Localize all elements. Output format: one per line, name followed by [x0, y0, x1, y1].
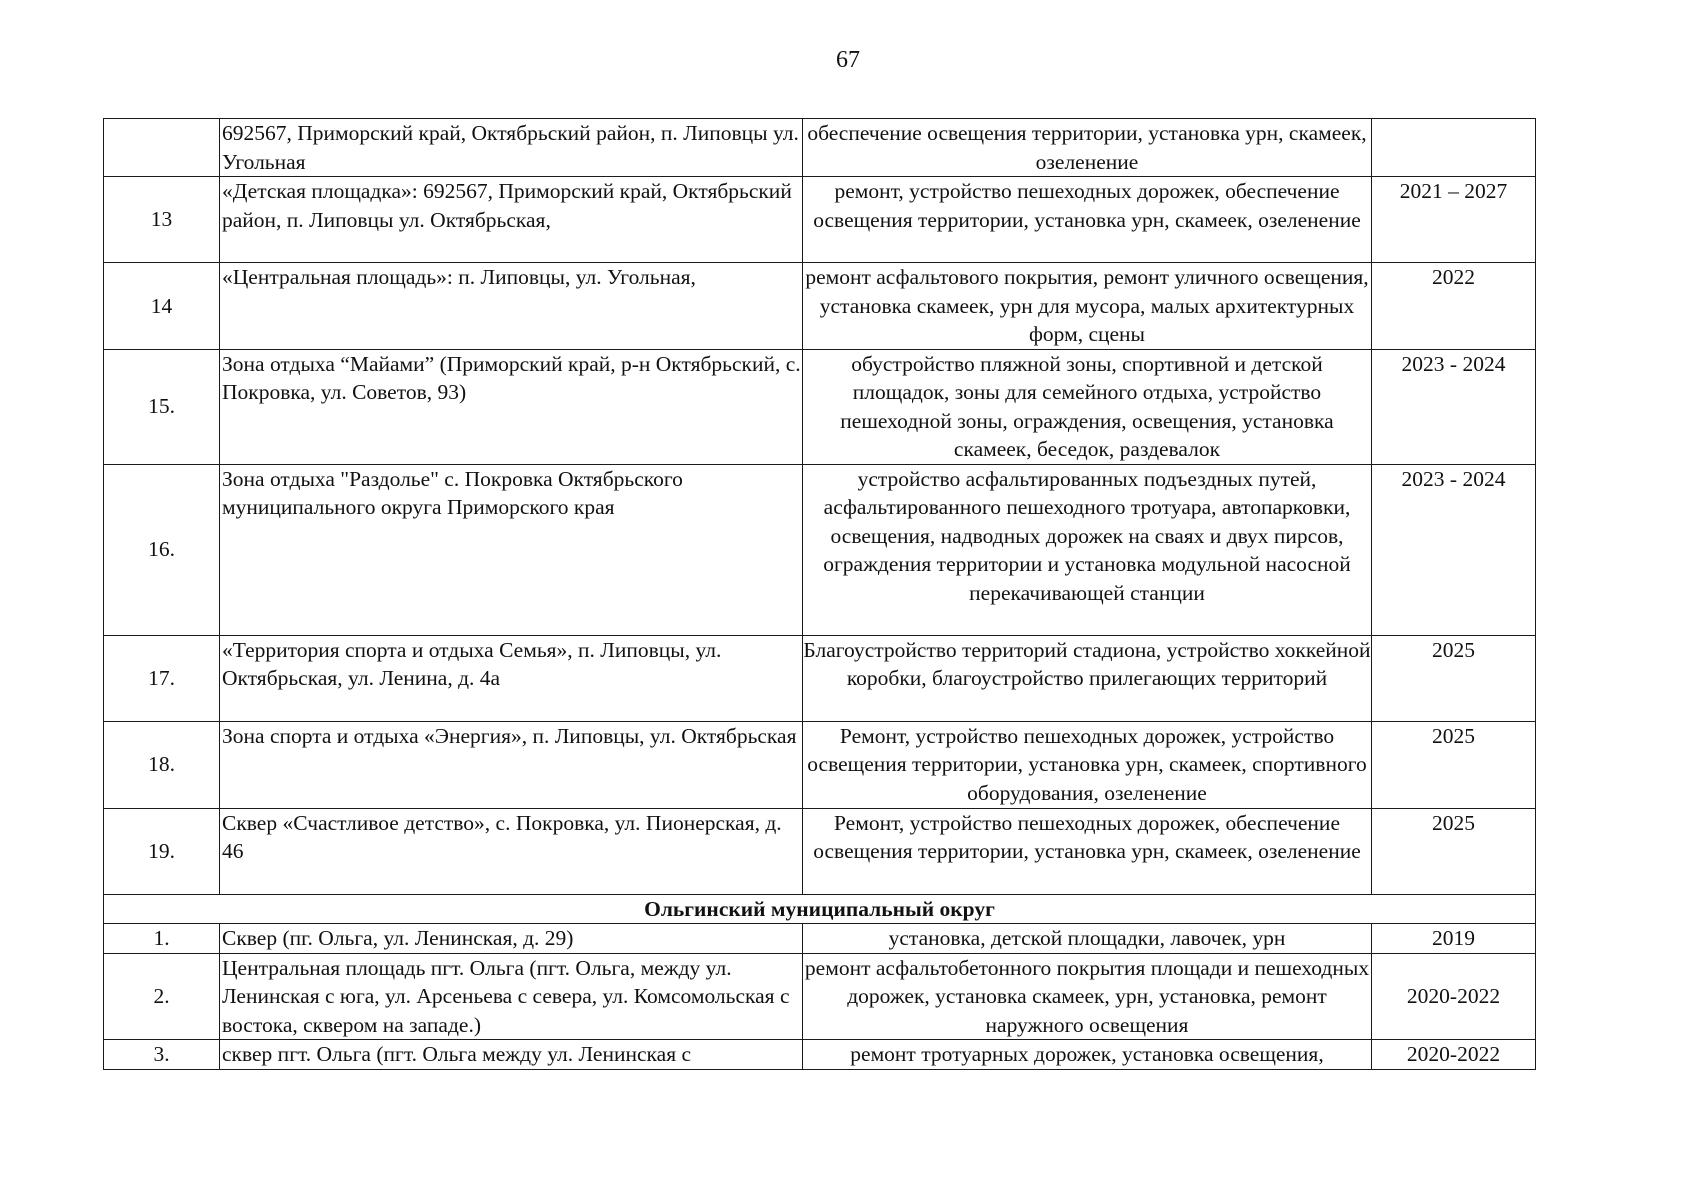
row-address: «Детская площадка»: 692567, Приморский край, Октябрьский район, п. Липовцы ул. Октябрьская,	[220, 177, 803, 263]
row-number: 16.	[104, 464, 220, 635]
row-works: обустройство пляжной зоны, спортивной и детской площадок, зоны для семейного отдыха, устройство пешеходной зоны, ограждения, освещения, установка скамеек, беседок, раздевалок	[803, 349, 1372, 464]
table-row	[104, 349, 1536, 464]
table-row	[104, 263, 1536, 350]
table-row	[104, 177, 1536, 263]
table-row	[104, 953, 1536, 1040]
row-years: 2025	[1372, 721, 1536, 808]
row-address: сквер пгт. Ольга (пгт. Ольга между ул. Ленинская с	[220, 1040, 803, 1070]
row-number: 19.	[104, 808, 220, 894]
row-years: 2021 – 2027	[1372, 177, 1536, 263]
row-number: 3.	[104, 1040, 220, 1070]
row-years: 2022	[1372, 263, 1536, 350]
row-number: 2.	[104, 953, 220, 1040]
row-years: 2023 - 2024	[1372, 349, 1536, 464]
row-works: ремонт, устройство пешеходных дорожек, обеспечение освещения территории, установка урн, скамеек, озеленение	[803, 177, 1372, 263]
row-number: 18.	[104, 721, 220, 808]
improvement-table	[103, 118, 1536, 1070]
row-years: 2020-2022	[1372, 953, 1536, 1040]
table-row	[104, 721, 1536, 808]
row-works: Ремонт, устройство пешеходных дорожек, обеспечение освещения территории, установка урн, скамеек, озеленение	[803, 808, 1372, 894]
row-address: Зона отдыха "Раздолье" с. Покровка Октябрьского муниципального округа Приморского края	[220, 464, 803, 635]
row-works: Ремонт, устройство пешеходных дорожек, устройство освещения территории, установка урн, скамеек, спортивного оборудования, озеленение	[803, 721, 1372, 808]
row-works: ремонт асфальтового покрытия, ремонт уличного освещения, установка скамеек, урн для мусора, малых архитектурных форм, сцены	[803, 263, 1372, 350]
row-address: Зона спорта и отдыха «Энергия», п. Липовцы, ул. Октябрьская	[220, 721, 803, 808]
row-years: 2025	[1372, 635, 1536, 721]
row-years: 2019	[1372, 924, 1536, 954]
table-row	[104, 119, 1536, 177]
row-number	[104, 119, 220, 177]
row-works: ремонт тротуарных дорожек, установка освещения,	[803, 1040, 1372, 1070]
row-years	[1372, 119, 1536, 177]
row-address: Зона отдыха “Майами” (Приморский край, р-н Октябрьский, с. Покровка, ул. Советов, 93)	[220, 349, 803, 464]
section-header-row	[104, 894, 1536, 924]
row-works: Благоустройство территорий стадиона, устройство хоккейной коробки, благоустройство прилегающих территорий	[803, 635, 1372, 721]
table-row	[104, 464, 1536, 635]
table-row	[104, 635, 1536, 721]
row-years: 2020-2022	[1372, 1040, 1536, 1070]
row-works: устройство асфальтированных подъездных путей, асфальтированного пешеходного тротуара, автопарковки, освещения, надводных дорожек на сваях и двух пирсов, ограждения территории и установка модульной насосной перекачивающей станции	[803, 464, 1372, 635]
table-row	[104, 808, 1536, 894]
row-address: Сквер (пг. Ольга, ул. Ленинская, д. 29)	[220, 924, 803, 954]
row-address: 692567, Приморский край, Октябрьский район, п. Липовцы ул. Угольная	[220, 119, 803, 177]
row-address: «Центральная площадь»: п. Липовцы, ул. Угольная,	[220, 263, 803, 350]
row-address: Центральная площадь пгт. Ольга (пгт. Ольга, между ул. Ленинская с юга, ул. Арсеньева с севера, ул. Комсомольская с востока, сквером на западе.)	[220, 953, 803, 1040]
row-number: 1.	[104, 924, 220, 954]
row-address: «Территория спорта и отдыха Семья», п. Липовцы, ул. Октябрьская, ул. Ленина, д. 4а	[220, 635, 803, 721]
row-works: ремонт асфальтобетонного покрытия площади и пешеходных дорожек, установка скамеек, урн, установка, ремонт наружного освещения	[803, 953, 1372, 1040]
row-address: Сквер «Счастливое детство», с. Покровка, ул. Пионерская, д. 46	[220, 808, 803, 894]
table-row	[104, 924, 1536, 954]
table-row	[104, 1040, 1536, 1070]
row-works: установка, детской площадки, лавочек, урн	[803, 924, 1372, 954]
section-title: Ольгинский муниципальный округ	[104, 894, 1536, 924]
row-years: 2023 - 2024	[1372, 464, 1536, 635]
row-number: 14	[104, 263, 220, 350]
row-number: 15.	[104, 349, 220, 464]
row-number: 17.	[104, 635, 220, 721]
row-years: 2025	[1372, 808, 1536, 894]
row-works: обеспечение освещения территории, установка урн, скамеек, озеленение	[803, 119, 1372, 177]
page-number: 67	[836, 47, 860, 73]
row-number: 13	[104, 177, 220, 263]
